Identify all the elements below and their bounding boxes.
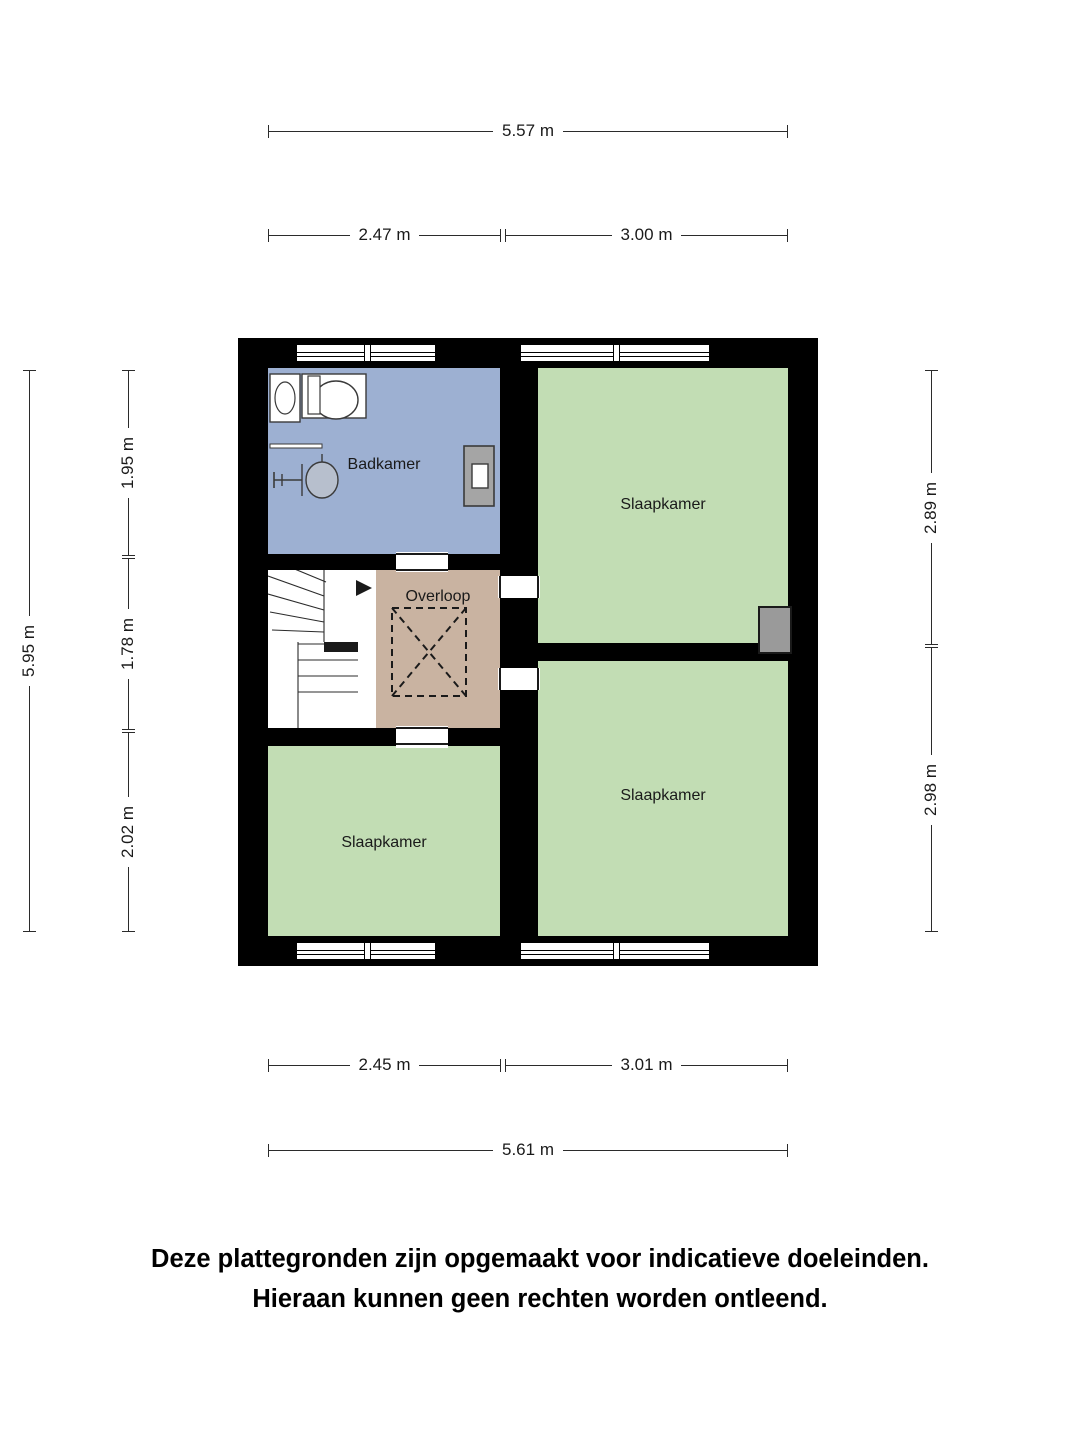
dimension-bottom-inner-left-label: 2.45 m [350, 1055, 420, 1075]
room-label-slaapkamer-top-right: Slaapkamer [620, 496, 706, 513]
stairs-direction-arrow [356, 580, 372, 596]
badkamer-fixtures [268, 368, 500, 554]
room-slaapkamer-bottom-left [268, 746, 500, 936]
room-slaapkamer-top-right [538, 368, 788, 643]
dimension-left-outer-label: 5.95 m [19, 616, 39, 686]
dimension-top-outer-label: 5.57 m [493, 121, 563, 141]
room-label-slaapkamer-bottom-right: Slaapkamer [620, 787, 706, 804]
dimension-bottom-outer [268, 1137, 788, 1163]
toilet-icon [302, 374, 366, 419]
rail-icon [270, 444, 322, 448]
dimension-bottom-outer-label: 5.61 m [493, 1140, 563, 1160]
dimension-left-inner-top-label: 1.95 m [118, 428, 138, 498]
room-slaapkamer-bottom-right [538, 661, 788, 936]
dimension-right-top-label: 2.89 m [921, 473, 941, 543]
door-badkamer [396, 552, 448, 572]
door-slaapkamer-bottom-left [396, 726, 448, 748]
dimension-left-outer [16, 370, 42, 932]
hatch-icon [390, 606, 468, 698]
dimension-top-outer [268, 118, 788, 144]
room-label-slaapkamer-bottom-left: Slaapkamer [341, 834, 427, 851]
dimension-left-inner-top [115, 370, 141, 556]
shower-icon [274, 454, 338, 498]
window-top-right [520, 344, 710, 362]
dimension-right-bottom [918, 647, 944, 932]
wall-bedrooms-divider [500, 643, 788, 661]
wall-badkamer-bottom [268, 554, 500, 570]
dimension-left-inner-bottom-label: 2.02 m [118, 797, 138, 867]
stairs-icon [268, 556, 378, 730]
dimension-bottom-inner-right [505, 1052, 788, 1078]
dimension-bottom-inner-right-label: 3.01 m [612, 1055, 682, 1075]
sink-icon [270, 374, 300, 422]
room-label-badkamer: Badkamer [347, 456, 421, 473]
dimension-left-inner-mid [115, 558, 141, 730]
window-top-left [296, 344, 436, 362]
dimension-bottom-inner-left [268, 1052, 501, 1078]
dimension-right-top [918, 370, 944, 645]
room-label-overloop: Overloop [405, 588, 471, 605]
dimension-top-inner-right-label: 3.00 m [612, 225, 682, 245]
door-slaapkamer-top-right [498, 576, 540, 598]
wall-overloop-bottom [268, 728, 500, 746]
dimension-left-inner-bottom [115, 732, 141, 932]
dimension-right-bottom-label: 2.98 m [921, 755, 941, 825]
radiator-niche-icon [758, 606, 792, 654]
dimension-top-inner-right [505, 222, 788, 248]
building-outline [238, 338, 818, 966]
dimension-top-inner-left [268, 222, 501, 248]
door-slaapkamer-bottom-right [498, 668, 540, 690]
radiator-icon [464, 446, 494, 506]
window-bottom-left [296, 942, 436, 960]
dimension-top-inner-left-label: 2.47 m [350, 225, 420, 245]
disclaimer-line-2: Hieraan kunnen geen rechten worden ontleend. [252, 1285, 828, 1313]
dimension-left-inner-mid-label: 1.78 m [118, 609, 138, 679]
disclaimer-line-1: Deze plattegronden zijn opgemaakt voor indicatieve doeleinden. [151, 1245, 929, 1273]
interior [268, 368, 788, 936]
window-bottom-right [520, 942, 710, 960]
